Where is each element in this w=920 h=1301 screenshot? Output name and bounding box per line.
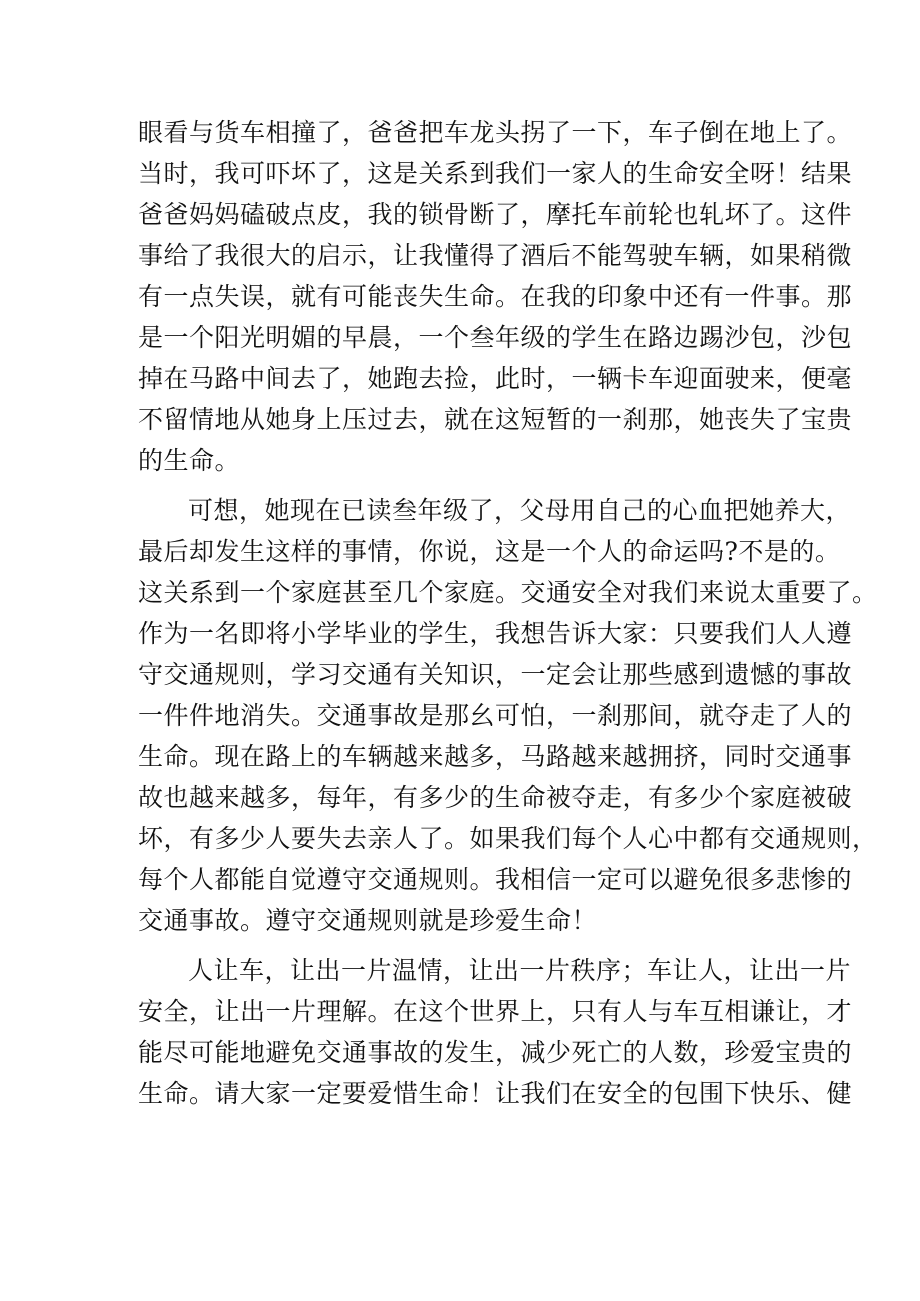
paragraph-1 — [138, 112, 853, 481]
text-line: 有一点失误，就有可能丧失生命。在我的印象中还有一件事。那 — [138, 282, 853, 311]
text-line: 坏，有多少人要失去亲人了。如果我们每个人心中都有交通规则， — [138, 824, 878, 853]
paragraph-3 — [138, 950, 853, 1114]
text-line: 这关系到一个家庭甚至几个家庭。交通安全对我们来说太重要了。 — [138, 578, 878, 607]
text-line: 最后却发生这样的事情，你说，这是一个人的命运吗?不是的。 — [138, 537, 841, 566]
text-line: 事给了我很大的启示，让我懂得了酒后不能驾驶车辆，如果稍微 — [138, 241, 853, 270]
text-line: 可想，她现在已读叁年级了，父母用自己的心血把她养大， — [188, 496, 852, 525]
text-line: 生命。请大家一定要爱惜生命！让我们在安全的包围下快乐、健 — [138, 1079, 853, 1108]
paragraph-gap — [138, 941, 798, 950]
text-line: 掉在马路中间去了，她跑去捡，此时，一辆卡车迎面驶来，便毫 — [138, 364, 853, 393]
text-line: 是一个阳光明媚的早晨，一个叁年级的学生在路边踢沙包，沙包 — [138, 323, 853, 352]
text-line: 安全，让出一片理解。在这个世界上，只有人与车互相谦让，才 — [138, 997, 853, 1026]
paragraph-2 — [138, 490, 878, 941]
text-line: 每个人都能自觉遵守交通规则。我相信一定可以避免很多悲惨的 — [138, 865, 853, 894]
text-line: 作为一名即将小学毕业的学生，我想告诉大家：只要我们人人遵 — [138, 619, 853, 648]
text-line: 眼看与货车相撞了，爸爸把车龙头拐了一下，车子倒在地上了。 — [138, 118, 853, 147]
text-line: 守交通规则，学习交通有关知识，一定会让那些感到遗憾的事故 — [138, 660, 853, 689]
text-line: 不留情地从她身上压过去，就在这短暂的一刹那，她丧失了宝贵 — [138, 405, 853, 434]
text-line: 一件件地消失。交通事故是那幺可怕，一刹那间，就夺走了人的 — [138, 701, 853, 730]
text-line: 能尽可能地避免交通事故的发生，减少死亡的人数，珍爱宝贵的 — [138, 1038, 853, 1067]
text-line: 故也越来越多，每年，有多少的生命被夺走，有多少个家庭被破 — [138, 783, 853, 812]
text-line: 人让车，让出一片温情，让出一片秩序；车让人，让出一片 — [188, 956, 852, 985]
paragraph-gap — [138, 481, 798, 490]
text-line: 爸爸妈妈磕破点皮，我的锁骨断了，摩托车前轮也轧坏了。这件 — [138, 200, 853, 229]
text-line: 生命。现在路上的车辆越来越多，马路越来越拥挤，同时交通事 — [138, 742, 853, 771]
text-line: 的生命。 — [138, 446, 241, 475]
document-body — [138, 112, 878, 1114]
text-line: 交通事故。遵守交通规则就是珍爱生命！ — [138, 906, 598, 935]
text-line: 当时，我可吓坏了，这是关系到我们一家人的生命安全呀！结果 — [138, 159, 853, 188]
